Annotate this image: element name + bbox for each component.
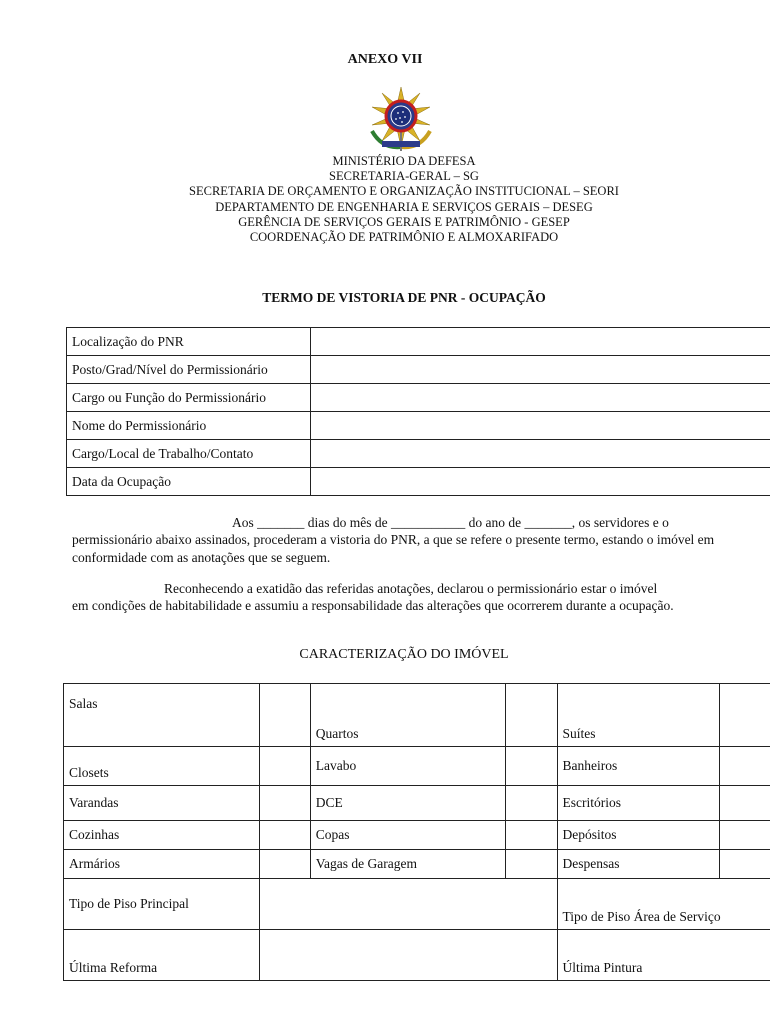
- field-value[interactable]: [311, 384, 770, 412]
- room-count-salas[interactable]: [259, 684, 310, 747]
- room-label-despensas: Despensas: [557, 850, 719, 879]
- org-line: DEPARTAMENTO DE ENGENHARIA E SERVIÇOS GERAIS – DESEG: [215, 199, 593, 214]
- table-row: [64, 821, 770, 850]
- room-count-quartos[interactable]: [506, 684, 557, 747]
- room-label-vagas: Vagas de Garagem: [310, 850, 506, 879]
- paragraph-first-line: Aos _______ dias do mês de ___________ do ano de _______, os servidores e o: [232, 515, 669, 530]
- annex-title: ANEXO VII: [347, 52, 423, 67]
- paragraph-body: em condições de habitabilidade e assumiu a responsabilidade das alterações que ocorrerem durante a ocupação.: [72, 598, 674, 614]
- org-line: MINISTÉRIO DA DEFESA: [332, 154, 476, 168]
- room-count-banheiros[interactable]: [719, 747, 770, 786]
- document-title: TERMO DE VISTORIA DE PNR - OCUPAÇÃO: [262, 290, 546, 305]
- table-row: [67, 440, 770, 468]
- table-row: [67, 384, 770, 412]
- room-count-vagas[interactable]: [506, 850, 557, 879]
- field-value[interactable]: [311, 356, 770, 384]
- table-row: [67, 468, 770, 496]
- table-row: [64, 850, 770, 879]
- room-label-cozinhas: Cozinhas: [64, 821, 260, 850]
- field-label-piso-principal: Tipo de Piso Principal: [64, 879, 260, 930]
- field-value[interactable]: [311, 412, 770, 440]
- room-label-depositos: Depósitos: [557, 821, 719, 850]
- org-line: GERÊNCIA DE SERVIÇOS GERAIS E PATRIMÔNIO - GESEP: [238, 214, 570, 229]
- room-count-cozinhas[interactable]: [259, 821, 310, 850]
- field-label-piso-servico: Tipo de Piso Área de Serviço: [557, 879, 770, 930]
- field-value[interactable]: [311, 440, 770, 468]
- field-value[interactable]: [311, 328, 770, 356]
- field-value-piso-principal[interactable]: [259, 879, 557, 930]
- room-label-copas: Copas: [310, 821, 506, 850]
- room-count-copas[interactable]: [506, 821, 557, 850]
- room-label-salas: Salas: [64, 684, 260, 747]
- paragraph-first-line: Reconhecendo a exatidão das referidas anotações, declarou o permissionário estar o imóvel: [164, 581, 658, 596]
- field-label: Posto/Grad/Nível do Permissionário: [67, 356, 311, 384]
- room-label-armarios: Armários: [64, 850, 260, 879]
- room-label-dce: DCE: [310, 786, 506, 821]
- table-row: [67, 328, 770, 356]
- table-row: [64, 684, 770, 747]
- org-line: SECRETARIA DE ORÇAMENTO E ORGANIZAÇÃO INSTITUCIONAL – SEORI: [189, 184, 619, 199]
- field-value[interactable]: [311, 468, 770, 496]
- field-label: Nome do Permissionário: [67, 412, 311, 440]
- room-count-varandas[interactable]: [259, 786, 310, 821]
- occupant-info-table: [66, 327, 770, 496]
- room-count-dce[interactable]: [506, 786, 557, 821]
- inspection-paragraph: [72, 514, 740, 566]
- room-label-lavabo: Lavabo: [310, 747, 506, 786]
- field-label-ultima-reforma: Última Reforma: [64, 930, 260, 981]
- room-label-quartos: Quartos: [310, 684, 506, 747]
- coat-of-arms-seal: [362, 85, 440, 153]
- room-label-suites: Suítes: [557, 684, 719, 747]
- field-label: Data da Ocupação: [67, 468, 311, 496]
- room-label-varandas: Varandas: [64, 786, 260, 821]
- room-label-closets: Closets: [64, 747, 260, 786]
- field-label-ultima-pintura: Última Pintura: [557, 930, 770, 981]
- room-count-lavabo[interactable]: [506, 747, 557, 786]
- table-row: [64, 786, 770, 821]
- room-count-armarios[interactable]: [259, 850, 310, 879]
- property-characteristics-table: [63, 683, 770, 981]
- table-row: [67, 412, 770, 440]
- org-line: COORDENAÇÃO DE PATRIMÔNIO E ALMOXARIFADO: [249, 230, 559, 245]
- room-count-depositos[interactable]: [719, 821, 770, 850]
- table-row: [64, 747, 770, 786]
- field-label: Localização do PNR: [67, 328, 311, 356]
- organization-header: [0, 154, 770, 245]
- section-title: CARACTERIZAÇÃO DO IMÓVEL: [299, 647, 509, 662]
- room-count-suites[interactable]: [719, 684, 770, 747]
- table-row: [64, 930, 770, 981]
- room-count-escritorios[interactable]: [719, 786, 770, 821]
- field-value-ultima-reforma[interactable]: [259, 930, 557, 981]
- paragraph-body: permissionário abaixo assinados, procederam a vistoria do PNR, a que se refere o presente termo, estando o imóvel em conformidade com as anotações que se seguem.: [72, 532, 715, 565]
- room-count-closets[interactable]: [259, 747, 310, 786]
- org-line: SECRETARIA-GERAL – SG: [329, 169, 479, 184]
- room-count-despensas[interactable]: [719, 850, 770, 879]
- room-label-escritorios: Escritórios: [557, 786, 719, 821]
- table-row: [67, 356, 770, 384]
- room-label-banheiros: Banheiros: [557, 747, 719, 786]
- field-label: Cargo ou Função do Permissionário: [67, 384, 311, 412]
- field-label: Cargo/Local de Trabalho/Contato: [67, 440, 311, 468]
- acknowledgement-paragraph: [72, 580, 740, 615]
- table-row: [64, 879, 770, 930]
